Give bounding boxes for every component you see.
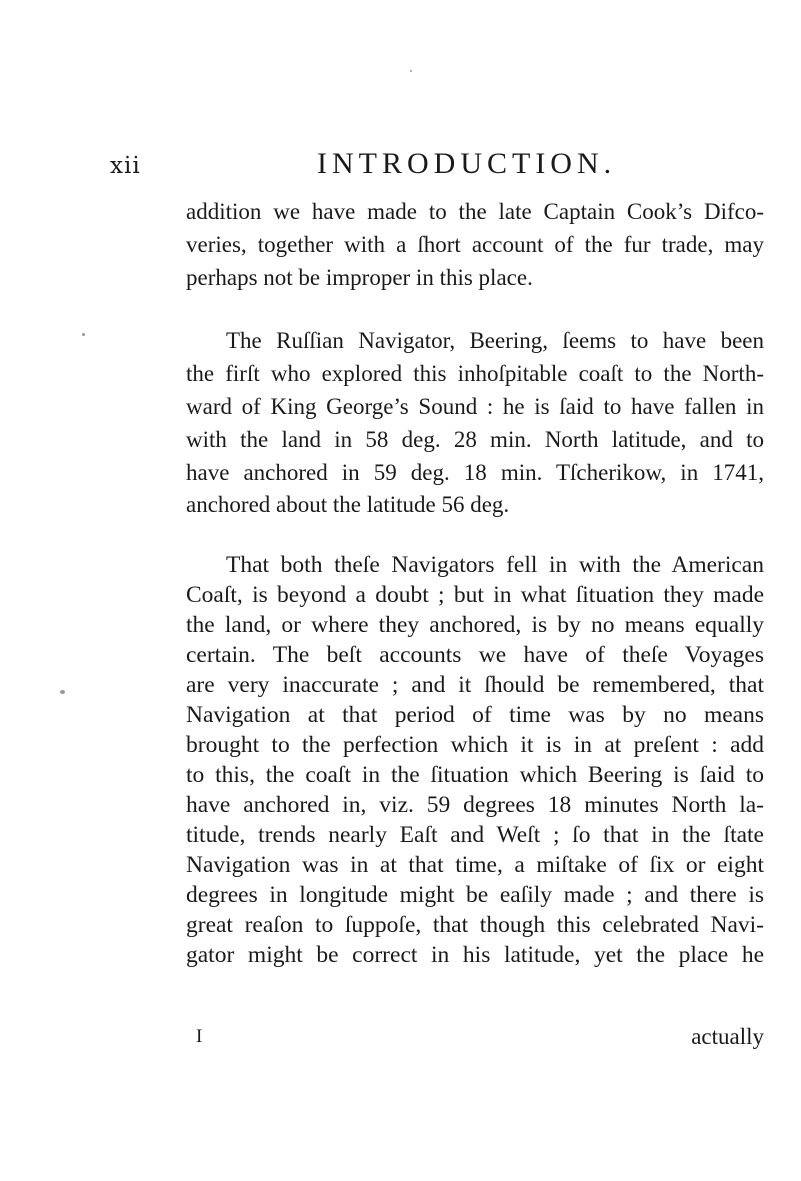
page-header: [110, 147, 760, 187]
paper-speck: [410, 70, 412, 72]
paper-speck: [60, 690, 65, 694]
text-line: brought to the perfection which it is in at preſent : add: [186, 732, 764, 759]
text-line: with the land in 58 deg. 28 min. North latitude, and to: [186, 426, 764, 452]
text-line: Coaſt, is beyond a doubt ; but in what ſituation they made: [186, 582, 764, 609]
text-line: have anchored in, viz. 59 degrees 18 minutes North la-: [186, 792, 764, 819]
text-line: Navigation was in at that time, a miſtake of ſix or eight: [186, 852, 764, 879]
paragraph-3: [186, 550, 764, 970]
text-line: That both theſe Navigators fell in with the American: [226, 552, 764, 579]
text-line: ward of King George’s Sound : he is ſaid to have fallen in: [186, 393, 764, 419]
text-line: Navigation at that period of time was by no means: [186, 702, 764, 729]
page-number: xii: [110, 153, 141, 179]
text-line: great reaſon to ſuppoſe, that though this celebrated Navi-: [186, 912, 764, 939]
text-line: certain. The beſt accounts we have of theſe Voyages: [186, 642, 764, 669]
signature-mark: I: [196, 1026, 203, 1047]
text-line: are very inaccurate ; and it ſhould be remembered, that: [186, 672, 764, 699]
text-line: have anchored in 59 deg. 18 min. Tſcherikow, in 1741,: [186, 459, 764, 485]
text-line: veries, together with a ſhort account of the fur trade, may: [186, 231, 764, 257]
text-line: gator might be correct in his latitude, yet the place he: [186, 942, 764, 969]
paragraph-1: [186, 196, 764, 294]
text-line: perhaps not be improper in this place.: [186, 264, 533, 290]
paper-speck: [82, 333, 85, 336]
text-line: The Ruſſian Navigator, Beering, ſeems to have been: [226, 328, 764, 354]
text-line: addition we have made to the late Captain Cook’s Difco-: [186, 199, 764, 224]
text-line: degrees in longitude might be eaſily made ; and there is: [186, 882, 764, 909]
page-body: [186, 196, 764, 970]
text-line: anchored about the latitude 56 deg.: [186, 492, 510, 518]
text-line: titude, trends nearly Eaſt and Weſt ; ſo that in the ſtate: [186, 822, 764, 849]
text-line: to this, the coaſt in the ſituation which Beering is ſaid to: [186, 762, 764, 789]
text-line: the land, or where they anchored, is by no means equally: [186, 612, 764, 639]
running-head: INTRODUCTION.: [317, 147, 617, 180]
catchword: actually: [691, 1024, 764, 1049]
paragraph-2: [186, 325, 764, 522]
text-line: the firſt who explored this inhoſpitable coaſt to the North-: [186, 361, 764, 387]
page-footer: [186, 1026, 764, 1056]
